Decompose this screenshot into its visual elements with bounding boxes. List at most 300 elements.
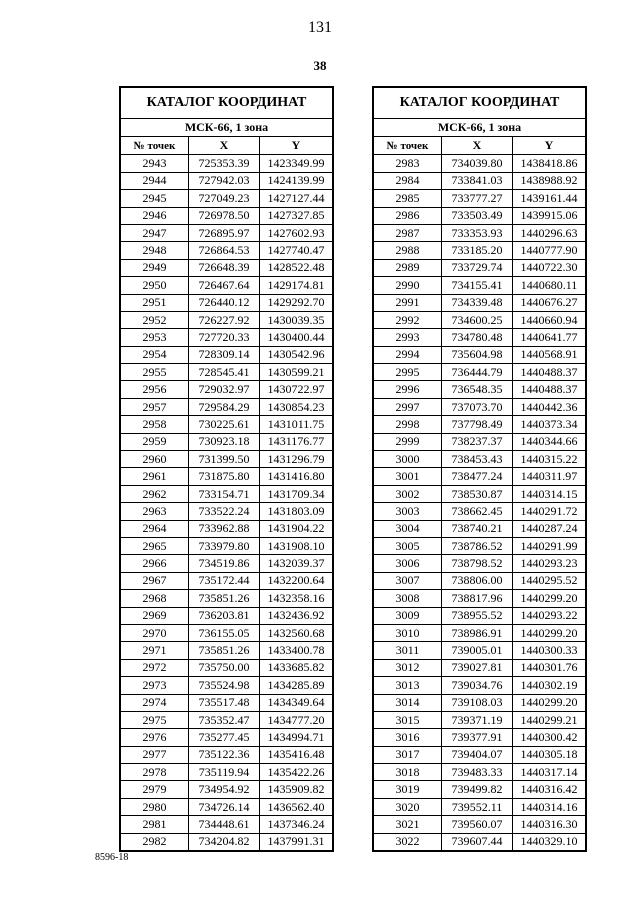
y-cell: 1430599.21 bbox=[267, 364, 325, 379]
point-number-cell: 2959 bbox=[121, 434, 189, 450]
x-cell: 738786.52 bbox=[442, 538, 513, 554]
point-number-cell: 3008 bbox=[374, 590, 442, 606]
table-row bbox=[121, 659, 332, 676]
point-number-cell: 2977 bbox=[121, 747, 189, 763]
y-cell: 1434349.64 bbox=[267, 695, 325, 710]
x-cell: 735517.48 bbox=[189, 695, 260, 711]
y-cell: 1440344.66 bbox=[520, 434, 578, 449]
x-cell: 739560.07 bbox=[442, 816, 513, 832]
x-cell: 737073.70 bbox=[442, 399, 513, 415]
y-cell: 1440641.77 bbox=[520, 329, 578, 344]
point-number-cell: 2961 bbox=[121, 468, 189, 484]
point-number-cell: 3011 bbox=[374, 642, 442, 658]
point-number-cell: 2975 bbox=[121, 712, 189, 728]
y-cell: 1427602.93 bbox=[267, 225, 325, 240]
point-number-cell: 2988 bbox=[374, 242, 442, 258]
y-cell: 1431416.80 bbox=[267, 469, 325, 484]
table-row bbox=[121, 485, 332, 502]
table-row bbox=[374, 694, 585, 711]
x-cell: 734519.86 bbox=[189, 555, 260, 571]
x-cell: 738237.37 bbox=[442, 434, 513, 450]
table-row bbox=[121, 189, 332, 206]
y-cell: 1439915.06 bbox=[520, 208, 578, 223]
point-number-cell: 2990 bbox=[374, 277, 442, 293]
x-cell: 738530.87 bbox=[442, 486, 513, 502]
x-cell: 734954.92 bbox=[189, 781, 260, 797]
table-row bbox=[374, 502, 585, 519]
y-cell: 1440316.30 bbox=[520, 816, 578, 831]
point-number-cell: 2985 bbox=[374, 190, 442, 206]
x-cell: 726648.39 bbox=[189, 260, 260, 276]
y-cell: 1440299.20 bbox=[520, 625, 578, 640]
table-row bbox=[121, 798, 332, 815]
point-number-cell: 2986 bbox=[374, 208, 442, 224]
y-cell: 1440291.72 bbox=[520, 503, 578, 518]
table-row bbox=[374, 207, 585, 224]
table-row bbox=[374, 607, 585, 624]
y-cell: 1429292.70 bbox=[267, 295, 325, 310]
catalog-title: КАТАЛОГ КООРДИНАТ bbox=[121, 88, 332, 119]
y-cell: 1440314.15 bbox=[520, 486, 578, 501]
point-number-cell: 2994 bbox=[374, 347, 442, 363]
table-row bbox=[121, 241, 332, 258]
table-row bbox=[121, 363, 332, 380]
y-cell: 1433685.82 bbox=[267, 660, 325, 675]
table-row bbox=[374, 624, 585, 641]
point-number-cell: 2971 bbox=[121, 642, 189, 658]
y-cell: 1434994.71 bbox=[267, 729, 325, 744]
x-cell: 733777.27 bbox=[442, 190, 513, 206]
table-row bbox=[374, 154, 585, 171]
x-cell: 726864.53 bbox=[189, 242, 260, 258]
point-number-cell: 2968 bbox=[121, 590, 189, 606]
y-cell: 1434285.89 bbox=[267, 677, 325, 692]
x-cell: 735524.98 bbox=[189, 677, 260, 693]
point-number-cell: 2984 bbox=[374, 173, 442, 189]
x-cell: 733353.93 bbox=[442, 225, 513, 241]
y-cell: 1431011.75 bbox=[267, 416, 325, 431]
point-number-cell: 3014 bbox=[374, 695, 442, 711]
x-cell: 728545.41 bbox=[189, 364, 260, 380]
y-cell: 1438418.86 bbox=[520, 156, 578, 171]
table-row bbox=[374, 711, 585, 728]
table-row bbox=[374, 833, 585, 850]
x-cell: 734155.41 bbox=[442, 277, 513, 293]
y-cell: 1440300.42 bbox=[520, 729, 578, 744]
table-row bbox=[121, 537, 332, 554]
point-number-cell: 2963 bbox=[121, 503, 189, 519]
point-number-cell: 2973 bbox=[121, 677, 189, 693]
x-cell: 727049.23 bbox=[189, 190, 260, 206]
table-row bbox=[374, 746, 585, 763]
table-row bbox=[374, 328, 585, 345]
table-row bbox=[121, 624, 332, 641]
y-cell: 1435909.82 bbox=[267, 782, 325, 797]
table-row bbox=[121, 380, 332, 397]
x-cell: 729584.29 bbox=[189, 399, 260, 415]
y-cell: 1427327.85 bbox=[267, 208, 325, 223]
x-cell: 735277.45 bbox=[189, 729, 260, 745]
x-cell: 735122.36 bbox=[189, 747, 260, 763]
y-cell: 1440305.18 bbox=[520, 747, 578, 762]
table-row bbox=[374, 485, 585, 502]
table-row bbox=[374, 172, 585, 189]
header-point-number: № точек bbox=[121, 137, 189, 154]
point-number-cell: 2974 bbox=[121, 695, 189, 711]
point-number-cell: 2944 bbox=[121, 173, 189, 189]
y-cell: 1440299.20 bbox=[520, 590, 578, 605]
point-number-cell: 2981 bbox=[121, 816, 189, 832]
x-cell: 738798.52 bbox=[442, 555, 513, 571]
point-number-cell: 2950 bbox=[121, 277, 189, 293]
table-row bbox=[121, 833, 332, 850]
point-number-cell: 2998 bbox=[374, 416, 442, 432]
point-number-cell: 2979 bbox=[121, 781, 189, 797]
point-number-cell: 3009 bbox=[374, 608, 442, 624]
point-number-cell: 3004 bbox=[374, 521, 442, 537]
point-number-cell: 2966 bbox=[121, 555, 189, 571]
table-row bbox=[374, 728, 585, 745]
y-cell: 1435422.26 bbox=[267, 764, 325, 779]
y-cell: 1435416.48 bbox=[267, 747, 325, 762]
x-cell: 726895.97 bbox=[189, 225, 260, 241]
page-subnumber: 38 bbox=[313, 58, 327, 73]
table-row bbox=[374, 520, 585, 537]
table-row bbox=[374, 189, 585, 206]
x-cell: 727720.33 bbox=[189, 329, 260, 345]
x-cell: 739005.01 bbox=[442, 642, 513, 658]
y-cell: 1431908.10 bbox=[267, 538, 325, 553]
coordinate-catalog-left bbox=[119, 86, 334, 852]
x-cell: 733185.20 bbox=[442, 242, 513, 258]
table-row bbox=[374, 415, 585, 432]
x-cell: 727942.03 bbox=[189, 173, 260, 189]
point-number-cell: 3017 bbox=[374, 747, 442, 763]
y-cell: 1440680.11 bbox=[520, 277, 578, 292]
y-cell: 1440676.27 bbox=[520, 295, 578, 310]
table-row bbox=[374, 798, 585, 815]
y-cell: 1440296.63 bbox=[520, 225, 578, 240]
table-header-row bbox=[121, 137, 332, 154]
table-row bbox=[374, 659, 585, 676]
y-cell: 1433400.78 bbox=[267, 643, 325, 658]
table-row bbox=[121, 154, 332, 171]
x-cell: 725353.39 bbox=[189, 155, 260, 171]
table-row bbox=[374, 780, 585, 797]
x-cell: 731875.80 bbox=[189, 468, 260, 484]
point-number-cell: 3018 bbox=[374, 764, 442, 780]
x-cell: 739552.11 bbox=[442, 799, 513, 815]
point-number-cell: 2997 bbox=[374, 399, 442, 415]
table-body bbox=[121, 154, 332, 850]
table-row bbox=[121, 607, 332, 624]
y-cell: 1440488.37 bbox=[520, 364, 578, 379]
table-row bbox=[121, 746, 332, 763]
x-cell: 739499.82 bbox=[442, 781, 513, 797]
point-number-cell: 2953 bbox=[121, 329, 189, 345]
x-cell: 736203.81 bbox=[189, 608, 260, 624]
point-number-cell: 2962 bbox=[121, 486, 189, 502]
point-number-cell: 2948 bbox=[121, 242, 189, 258]
y-cell: 1440373.34 bbox=[520, 416, 578, 431]
y-cell: 1431904.22 bbox=[267, 521, 325, 536]
table-row bbox=[374, 311, 585, 328]
coordinate-catalog-right bbox=[372, 86, 587, 852]
point-number-cell: 2987 bbox=[374, 225, 442, 241]
y-cell: 1427127.44 bbox=[267, 190, 325, 205]
point-number-cell: 3019 bbox=[374, 781, 442, 797]
x-cell: 738740.21 bbox=[442, 521, 513, 537]
y-cell: 1431176.77 bbox=[267, 434, 325, 449]
y-cell: 1440299.21 bbox=[520, 712, 578, 727]
y-cell: 1431296.79 bbox=[267, 451, 325, 466]
y-cell: 1430400.44 bbox=[267, 329, 325, 344]
point-number-cell: 2996 bbox=[374, 381, 442, 397]
y-cell: 1429174.81 bbox=[267, 277, 325, 292]
x-cell: 734600.25 bbox=[442, 312, 513, 328]
point-number-cell: 2946 bbox=[121, 208, 189, 224]
table-row bbox=[374, 763, 585, 780]
table-row bbox=[121, 172, 332, 189]
table-body bbox=[374, 154, 585, 850]
x-cell: 735851.26 bbox=[189, 642, 260, 658]
y-cell: 1439161.44 bbox=[520, 190, 578, 205]
x-cell: 735604.98 bbox=[442, 347, 513, 363]
y-cell: 1440442.36 bbox=[520, 399, 578, 414]
y-cell: 1440300.33 bbox=[520, 643, 578, 658]
table-row bbox=[121, 780, 332, 797]
point-number-cell: 2999 bbox=[374, 434, 442, 450]
x-cell: 738806.00 bbox=[442, 573, 513, 589]
y-cell: 1428522.48 bbox=[267, 260, 325, 275]
x-cell: 734339.48 bbox=[442, 295, 513, 311]
y-cell: 1440295.52 bbox=[520, 573, 578, 588]
document-code: 8596-18 bbox=[95, 852, 129, 863]
y-cell: 1427740.47 bbox=[267, 243, 325, 258]
x-cell: 728309.14 bbox=[189, 347, 260, 363]
x-cell: 739027.81 bbox=[442, 660, 513, 676]
point-number-cell: 2991 bbox=[374, 295, 442, 311]
point-number-cell: 2978 bbox=[121, 764, 189, 780]
y-cell: 1440568.91 bbox=[520, 347, 578, 362]
table-header-row bbox=[374, 137, 585, 154]
y-cell: 1423349.99 bbox=[267, 156, 325, 171]
y-cell: 1440329.10 bbox=[520, 834, 578, 849]
table-row bbox=[121, 450, 332, 467]
point-number-cell: 2955 bbox=[121, 364, 189, 380]
table-row bbox=[374, 676, 585, 693]
table-row bbox=[374, 815, 585, 832]
table-row bbox=[121, 572, 332, 589]
point-number-cell: 2976 bbox=[121, 729, 189, 745]
x-cell: 736444.79 bbox=[442, 364, 513, 380]
point-number-cell: 2949 bbox=[121, 260, 189, 276]
y-cell: 1440311.97 bbox=[520, 469, 578, 484]
y-cell: 1440722.30 bbox=[520, 260, 578, 275]
x-cell: 738453.43 bbox=[442, 451, 513, 467]
table-row bbox=[374, 589, 585, 606]
y-cell: 1432560.68 bbox=[267, 625, 325, 640]
x-cell: 726440.12 bbox=[189, 295, 260, 311]
table-row bbox=[374, 537, 585, 554]
x-cell: 730225.61 bbox=[189, 416, 260, 432]
y-cell: 1440314.16 bbox=[520, 799, 578, 814]
point-number-cell: 3007 bbox=[374, 573, 442, 589]
point-number-cell: 2964 bbox=[121, 521, 189, 537]
y-cell: 1432358.16 bbox=[267, 590, 325, 605]
y-cell: 1440287.24 bbox=[520, 521, 578, 536]
y-cell: 1434777.20 bbox=[267, 712, 325, 727]
point-number-cell: 3010 bbox=[374, 625, 442, 641]
x-cell: 738477.24 bbox=[442, 468, 513, 484]
table-row bbox=[121, 554, 332, 571]
x-cell: 733729.74 bbox=[442, 260, 513, 276]
point-number-cell: 2972 bbox=[121, 660, 189, 676]
y-cell: 1440777.90 bbox=[520, 243, 578, 258]
y-cell: 1440316.42 bbox=[520, 782, 578, 797]
table-row bbox=[374, 433, 585, 450]
x-cell: 736155.05 bbox=[189, 625, 260, 641]
x-cell: 739404.07 bbox=[442, 747, 513, 763]
x-cell: 734726.14 bbox=[189, 799, 260, 815]
x-cell: 726227.92 bbox=[189, 312, 260, 328]
point-number-cell: 3000 bbox=[374, 451, 442, 467]
x-cell: 738817.96 bbox=[442, 590, 513, 606]
table-row bbox=[121, 815, 332, 832]
table-row bbox=[374, 294, 585, 311]
x-cell: 738986.91 bbox=[442, 625, 513, 641]
table-row bbox=[374, 554, 585, 571]
point-number-cell: 2951 bbox=[121, 295, 189, 311]
table-row bbox=[121, 346, 332, 363]
point-number-cell: 3022 bbox=[374, 834, 442, 850]
y-cell: 1424139.99 bbox=[267, 173, 325, 188]
x-cell: 735352.47 bbox=[189, 712, 260, 728]
y-cell: 1440660.94 bbox=[520, 312, 578, 327]
table-row bbox=[374, 224, 585, 241]
point-number-cell: 2967 bbox=[121, 573, 189, 589]
table-row bbox=[121, 589, 332, 606]
x-cell: 735750.00 bbox=[189, 660, 260, 676]
table-row bbox=[374, 241, 585, 258]
point-number-cell: 2965 bbox=[121, 538, 189, 554]
y-cell: 1437991.31 bbox=[267, 834, 325, 849]
table-row bbox=[121, 520, 332, 537]
x-cell: 739371.19 bbox=[442, 712, 513, 728]
x-cell: 733154.71 bbox=[189, 486, 260, 502]
point-number-cell: 2945 bbox=[121, 190, 189, 206]
point-number-cell: 2957 bbox=[121, 399, 189, 415]
table-row bbox=[121, 676, 332, 693]
point-number-cell: 2947 bbox=[121, 225, 189, 241]
table-row bbox=[374, 346, 585, 363]
table-row bbox=[374, 572, 585, 589]
x-cell: 729032.97 bbox=[189, 381, 260, 397]
table-row bbox=[121, 328, 332, 345]
y-cell: 1430039.35 bbox=[267, 312, 325, 327]
x-cell: 738662.45 bbox=[442, 503, 513, 519]
y-cell: 1436562.40 bbox=[267, 799, 325, 814]
point-number-cell: 3005 bbox=[374, 538, 442, 554]
x-cell: 733962.88 bbox=[189, 521, 260, 537]
y-cell: 1438988.92 bbox=[520, 173, 578, 188]
y-cell: 1440291.99 bbox=[520, 538, 578, 553]
y-cell: 1440488.37 bbox=[520, 382, 578, 397]
table-row bbox=[121, 311, 332, 328]
point-number-cell: 2993 bbox=[374, 329, 442, 345]
x-cell: 739483.33 bbox=[442, 764, 513, 780]
point-number-cell: 2980 bbox=[121, 799, 189, 815]
x-cell: 739377.91 bbox=[442, 729, 513, 745]
point-number-cell: 2958 bbox=[121, 416, 189, 432]
y-cell: 1431709.34 bbox=[267, 486, 325, 501]
table-row bbox=[121, 711, 332, 728]
table-row bbox=[121, 259, 332, 276]
header-y: Y bbox=[291, 138, 301, 153]
x-cell: 734204.82 bbox=[189, 834, 260, 850]
y-cell: 1440315.22 bbox=[520, 451, 578, 466]
point-number-cell: 3002 bbox=[374, 486, 442, 502]
point-number-cell: 3020 bbox=[374, 799, 442, 815]
table-row bbox=[374, 450, 585, 467]
y-cell: 1440301.76 bbox=[520, 660, 578, 675]
x-cell: 731399.50 bbox=[189, 451, 260, 467]
table-row bbox=[121, 641, 332, 658]
table-row bbox=[121, 398, 332, 415]
x-cell: 726978.50 bbox=[189, 208, 260, 224]
point-number-cell: 2969 bbox=[121, 608, 189, 624]
point-number-cell: 2954 bbox=[121, 347, 189, 363]
catalog-zone: МСК-66, 1 зона bbox=[374, 119, 585, 137]
table-row bbox=[374, 398, 585, 415]
point-number-cell: 2983 bbox=[374, 155, 442, 171]
table-row bbox=[121, 224, 332, 241]
table-row bbox=[121, 276, 332, 293]
catalog-zone: МСК-66, 1 зона bbox=[121, 119, 332, 137]
y-cell: 1440317.14 bbox=[520, 764, 578, 779]
point-number-cell: 3012 bbox=[374, 660, 442, 676]
table-row bbox=[121, 207, 332, 224]
table-row bbox=[374, 276, 585, 293]
point-number-cell: 2943 bbox=[121, 155, 189, 171]
x-cell: 738955.52 bbox=[442, 608, 513, 624]
point-number-cell: 2995 bbox=[374, 364, 442, 380]
x-cell: 733522.24 bbox=[189, 503, 260, 519]
table-row bbox=[374, 259, 585, 276]
y-cell: 1430722.97 bbox=[267, 382, 325, 397]
x-cell: 733979.80 bbox=[189, 538, 260, 554]
point-number-cell: 2989 bbox=[374, 260, 442, 276]
table-row bbox=[374, 467, 585, 484]
table-row bbox=[121, 433, 332, 450]
x-cell: 733503.49 bbox=[442, 208, 513, 224]
point-number-cell: 3001 bbox=[374, 468, 442, 484]
header-x: X bbox=[189, 137, 260, 154]
point-number-cell: 2960 bbox=[121, 451, 189, 467]
y-cell: 1432436.92 bbox=[267, 608, 325, 623]
y-cell: 1440299.20 bbox=[520, 695, 578, 710]
page-number: 131 bbox=[308, 19, 332, 36]
point-number-cell: 3013 bbox=[374, 677, 442, 693]
y-cell: 1432039.37 bbox=[267, 556, 325, 571]
point-number-cell: 2956 bbox=[121, 381, 189, 397]
table-row bbox=[374, 641, 585, 658]
x-cell: 739108.03 bbox=[442, 695, 513, 711]
x-cell: 735851.26 bbox=[189, 590, 260, 606]
y-cell: 1432200.64 bbox=[267, 573, 325, 588]
y-cell: 1430542.96 bbox=[267, 347, 325, 362]
x-cell: 726467.64 bbox=[189, 277, 260, 293]
